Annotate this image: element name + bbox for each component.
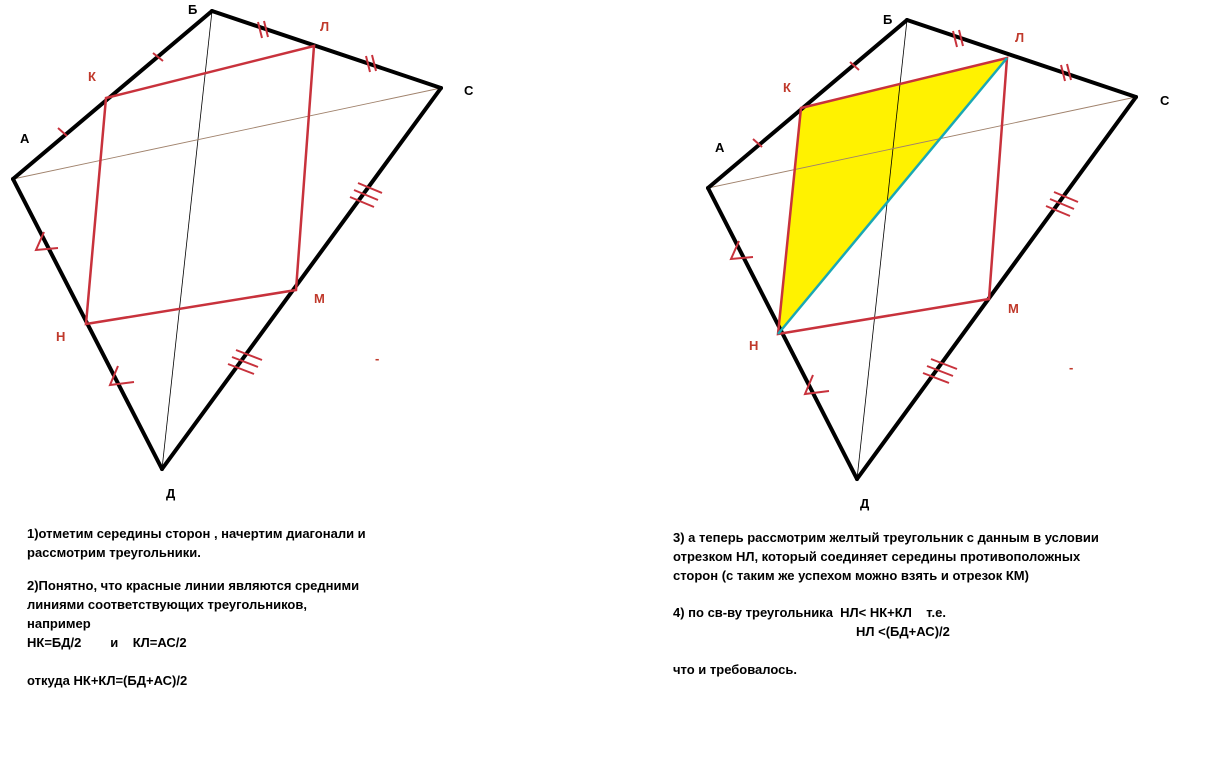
left-label-m: М: [314, 291, 325, 306]
left-label-c: С: [464, 83, 474, 98]
right-label-k: К: [783, 80, 791, 95]
right-conclusion: что и требовалось.: [673, 662, 797, 677]
right-step3-line2: отрезком НЛ, который соединяет середины противоположных: [673, 549, 1081, 564]
right-figure: [706, 12, 1170, 511]
left-step2-line3: например: [27, 616, 91, 631]
right-label-l: Л: [1015, 30, 1025, 45]
right-dash-mark: -: [1069, 360, 1074, 375]
left-label-d: Д: [166, 486, 176, 501]
left-label-b: Б: [188, 2, 198, 17]
right-step4-line2: НЛ <(БД+АС)/2: [856, 624, 950, 639]
right-step3-line3: сторон (с таким же успехом можно взять и отрезок КМ): [673, 568, 1029, 583]
right-label-c: С: [1160, 93, 1170, 108]
left-quadrilateral: [13, 11, 441, 469]
left-label-k: К: [88, 69, 96, 84]
right-label-n: Н: [749, 338, 759, 353]
left-label-a: А: [20, 131, 30, 146]
left-step1-line2: рассмотрим треугольники.: [27, 545, 201, 560]
left-step2-line1: 2)Понятно, что красные линии являются средними: [27, 578, 360, 593]
left-diagonal-ac: [13, 88, 441, 179]
left-step2-line4: НК=БД/2 и КЛ=АС/2: [27, 635, 187, 650]
right-label-a: А: [715, 140, 725, 155]
left-dash-mark: -: [375, 351, 380, 366]
left-step1-line1: 1)отметим середины сторон , начертим диагонали и: [27, 526, 366, 541]
right-label-b: Б: [883, 12, 893, 27]
right-label-d: Д: [860, 496, 870, 511]
right-label-m: М: [1008, 301, 1019, 316]
left-step2-line2: линиями соответствующих треугольников,: [27, 597, 307, 612]
right-step3-line1: 3) а теперь рассмотрим желтый треугольник с данным в условии: [673, 530, 1099, 545]
right-step4-line1: 4) по св-ву треугольника НЛ< НК+КЛ т.е.: [673, 605, 946, 620]
left-vertex-dots: [11, 9, 443, 471]
left-label-n: Н: [56, 329, 66, 344]
left-label-l: Л: [320, 19, 330, 34]
left-diagonal-bd: [162, 11, 212, 469]
left-figure: [11, 2, 474, 501]
left-conclusion: откуда НК+КЛ=(БД+АС)/2: [27, 673, 188, 688]
